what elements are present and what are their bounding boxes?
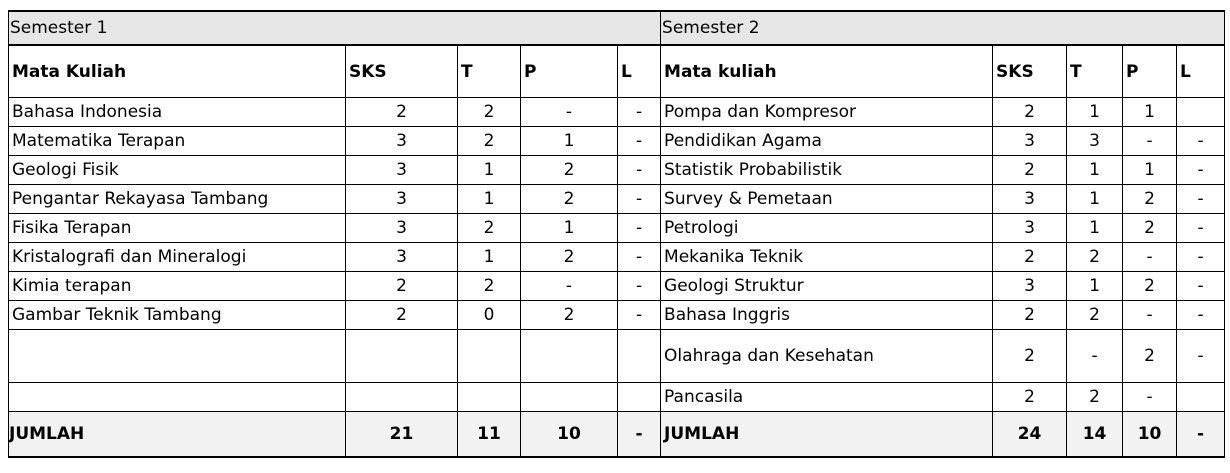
s1-course-sks[interactable]: 3 xyxy=(346,214,458,243)
s2-course-sks[interactable]: 2 xyxy=(993,156,1067,185)
s2-course-name[interactable]: Mekanika Teknik xyxy=(661,243,993,272)
s2-course-l[interactable]: - xyxy=(1177,185,1225,214)
s2-total-sks[interactable]: 24 xyxy=(993,412,1067,458)
s1-course-p[interactable]: 1 xyxy=(521,214,618,243)
s2-course-l[interactable]: - xyxy=(1177,156,1225,185)
s2-course-t[interactable]: 1 xyxy=(1067,185,1123,214)
s1-course-l[interactable]: - xyxy=(618,243,661,272)
semester-1-title[interactable]: Semester 1 xyxy=(9,11,661,45)
s2-course-l[interactable]: - xyxy=(1177,214,1225,243)
s2-course-t[interactable]: 1 xyxy=(1067,214,1123,243)
s2-course-p[interactable]: - xyxy=(1123,243,1177,272)
column-header-row xyxy=(9,45,1225,98)
s1-empty-cell[interactable] xyxy=(618,330,661,383)
s1-course-p[interactable]: 2 xyxy=(521,185,618,214)
s2-course-t[interactable]: 2 xyxy=(1067,301,1123,330)
s2-course-t[interactable]: 2 xyxy=(1067,243,1123,272)
s2-course-sks[interactable]: 3 xyxy=(993,272,1067,301)
table-row xyxy=(9,98,1225,127)
s2-course-name[interactable]: Survey & Pemetaan xyxy=(661,185,993,214)
s1-course-name[interactable]: Matematika Terapan xyxy=(9,127,346,156)
table-row xyxy=(9,156,1225,185)
s1-empty-cell[interactable] xyxy=(521,330,618,383)
s2-course-sks[interactable]: 2 xyxy=(993,383,1067,412)
s1-course-l[interactable]: - xyxy=(618,272,661,301)
s1-course-l[interactable]: - xyxy=(618,156,661,185)
s1-course-sks[interactable]: 3 xyxy=(346,156,458,185)
s1-course-t[interactable]: 2 xyxy=(458,272,521,301)
s1-course-name[interactable]: Fisika Terapan xyxy=(9,214,346,243)
s1-course-t[interactable]: 1 xyxy=(458,185,521,214)
s1-course-name[interactable]: Kristalografi dan Mineralogi xyxy=(9,243,346,272)
s1-course-sks[interactable]: 3 xyxy=(346,127,458,156)
s1-course-sks[interactable]: 3 xyxy=(346,185,458,214)
s1-course-p[interactable]: - xyxy=(521,272,618,301)
s2-course-sks[interactable]: 2 xyxy=(993,301,1067,330)
s1-course-t[interactable]: 2 xyxy=(458,127,521,156)
s2-course-sks[interactable]: 3 xyxy=(993,185,1067,214)
s1-course-t[interactable]: 1 xyxy=(458,156,521,185)
s1-total-l[interactable]: - xyxy=(618,412,661,458)
s2-course-name[interactable]: Pompa dan Kompresor xyxy=(661,98,993,127)
s2-header-t[interactable]: T xyxy=(1067,45,1123,98)
s2-course-name[interactable]: Bahasa Inggris xyxy=(661,301,993,330)
s2-course-t[interactable]: 1 xyxy=(1067,156,1123,185)
s1-header-l[interactable]: L xyxy=(618,45,661,98)
s1-course-p[interactable]: - xyxy=(521,98,618,127)
s2-total-label[interactable]: JUMLAH xyxy=(661,412,993,458)
s1-course-p[interactable]: 2 xyxy=(521,156,618,185)
s2-course-sks[interactable]: 2 xyxy=(993,243,1067,272)
s1-course-l[interactable]: - xyxy=(618,98,661,127)
s1-empty-cell[interactable] xyxy=(618,383,661,412)
table-row xyxy=(9,185,1225,214)
s1-course-t[interactable]: 2 xyxy=(458,214,521,243)
s1-course-l[interactable]: - xyxy=(618,185,661,214)
s1-empty-cell[interactable] xyxy=(458,330,521,383)
s2-header-sks[interactable]: SKS xyxy=(993,45,1067,98)
s2-course-p[interactable]: - xyxy=(1123,127,1177,156)
s1-course-sks[interactable]: 3 xyxy=(346,243,458,272)
semester-2-title[interactable]: Semester 2 xyxy=(661,11,1225,45)
s1-course-t[interactable]: 2 xyxy=(458,98,521,127)
s1-total-label[interactable]: JUMLAH xyxy=(9,412,346,458)
semester-header-row xyxy=(9,11,1225,45)
s1-course-p[interactable]: 2 xyxy=(521,301,618,330)
s2-course-name[interactable]: Geologi Struktur xyxy=(661,272,993,301)
s2-header-l[interactable]: L xyxy=(1177,45,1225,98)
s2-course-l[interactable]: - xyxy=(1177,330,1225,383)
s1-empty-cell[interactable] xyxy=(458,383,521,412)
s2-course-p[interactable]: - xyxy=(1123,383,1177,412)
s1-course-t[interactable]: 1 xyxy=(458,243,521,272)
s1-course-p[interactable]: 2 xyxy=(521,243,618,272)
s1-course-l[interactable]: - xyxy=(618,301,661,330)
table-row xyxy=(9,214,1225,243)
s1-header-p[interactable]: P xyxy=(521,45,618,98)
s2-total-p[interactable]: 10 xyxy=(1123,412,1177,458)
s2-course-t[interactable]: - xyxy=(1067,330,1123,383)
s2-course-name[interactable]: Pancasila xyxy=(661,383,993,412)
s2-course-l[interactable]: - xyxy=(1177,272,1225,301)
s2-course-t[interactable]: 2 xyxy=(1067,383,1123,412)
s2-header-p[interactable]: P xyxy=(1123,45,1177,98)
s2-course-t[interactable]: 3 xyxy=(1067,127,1123,156)
s2-course-t[interactable]: 1 xyxy=(1067,272,1123,301)
s1-course-p[interactable]: 1 xyxy=(521,127,618,156)
s1-course-l[interactable]: - xyxy=(618,127,661,156)
s1-course-name[interactable]: Kimia terapan xyxy=(9,272,346,301)
s1-course-name[interactable]: Bahasa Indonesia xyxy=(9,98,346,127)
table-row xyxy=(9,272,1225,301)
s1-empty-cell[interactable] xyxy=(9,383,346,412)
s2-course-l[interactable]: - xyxy=(1177,243,1225,272)
table-row xyxy=(9,243,1225,272)
s1-course-name[interactable]: Pengantar Rekayasa Tambang xyxy=(9,185,346,214)
s2-course-l[interactable]: - xyxy=(1177,127,1225,156)
s2-course-t[interactable]: 1 xyxy=(1067,98,1123,127)
s2-course-p[interactable]: 2 xyxy=(1123,214,1177,243)
curriculum-table xyxy=(8,10,1225,458)
s1-total-p[interactable]: 10 xyxy=(521,412,618,458)
s2-course-p[interactable]: - xyxy=(1123,301,1177,330)
s1-total-t[interactable]: 11 xyxy=(458,412,521,458)
s2-course-p[interactable]: 1 xyxy=(1123,98,1177,127)
s1-course-sks[interactable]: 2 xyxy=(346,272,458,301)
s2-course-p[interactable]: 2 xyxy=(1123,272,1177,301)
s2-course-sks[interactable]: 3 xyxy=(993,127,1067,156)
s2-header-mata-kuliah[interactable]: Mata kuliah xyxy=(661,45,993,98)
table-row xyxy=(9,301,1225,330)
s1-course-l[interactable]: - xyxy=(618,214,661,243)
s2-total-l[interactable]: - xyxy=(1177,412,1225,458)
table-row xyxy=(9,127,1225,156)
table-row xyxy=(9,383,1225,412)
s2-course-l[interactable]: - xyxy=(1177,301,1225,330)
s1-header-mata-kuliah[interactable]: Mata Kuliah xyxy=(9,45,346,98)
s2-course-sks[interactable]: 3 xyxy=(993,214,1067,243)
s1-course-sks[interactable]: 2 xyxy=(346,301,458,330)
s1-course-name[interactable]: Geologi Fisik xyxy=(9,156,346,185)
total-row xyxy=(9,412,1225,458)
s2-course-p[interactable]: 2 xyxy=(1123,330,1177,383)
s1-course-sks[interactable]: 2 xyxy=(346,98,458,127)
s2-course-p[interactable]: 2 xyxy=(1123,185,1177,214)
s1-empty-cell[interactable] xyxy=(346,330,458,383)
s2-course-name[interactable]: Statistik Probabilistik xyxy=(661,156,993,185)
s1-empty-cell[interactable] xyxy=(521,383,618,412)
s1-header-t[interactable]: T xyxy=(458,45,521,98)
s1-course-name[interactable]: Gambar Teknik Tambang xyxy=(9,301,346,330)
s2-course-name[interactable]: Olahraga dan Kesehatan xyxy=(661,330,993,383)
s2-course-l[interactable] xyxy=(1177,383,1225,412)
s2-course-name[interactable]: Petrologi xyxy=(661,214,993,243)
s1-empty-cell[interactable] xyxy=(346,383,458,412)
s2-course-sks[interactable]: 2 xyxy=(993,330,1067,383)
s2-total-t[interactable]: 14 xyxy=(1067,412,1123,458)
s1-empty-cell[interactable] xyxy=(9,330,346,383)
s1-total-sks[interactable]: 21 xyxy=(346,412,458,458)
s1-course-t[interactable]: 0 xyxy=(458,301,521,330)
s2-course-p[interactable]: 1 xyxy=(1123,156,1177,185)
s2-course-l[interactable] xyxy=(1177,98,1225,127)
table-row xyxy=(9,330,1225,383)
s2-course-name[interactable]: Pendidikan Agama xyxy=(661,127,993,156)
s1-header-sks[interactable]: SKS xyxy=(346,45,458,98)
s2-course-sks[interactable]: 2 xyxy=(993,98,1067,127)
